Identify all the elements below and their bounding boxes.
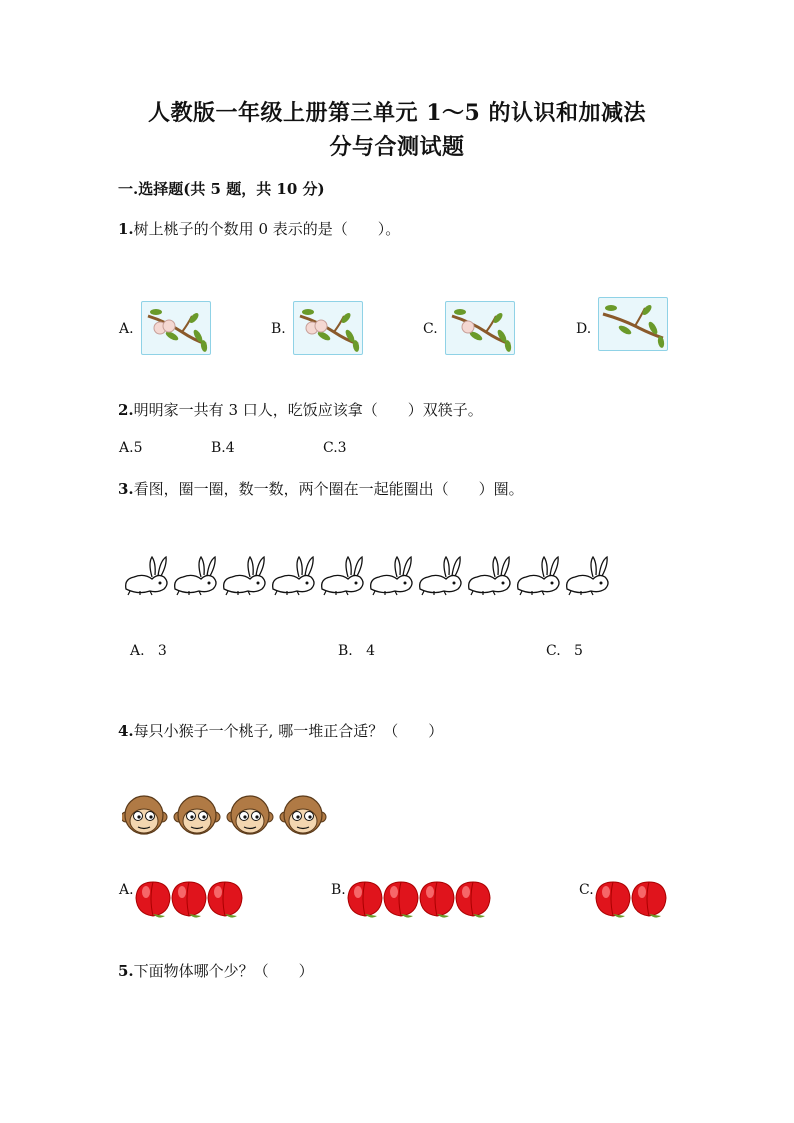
rabbit-icon <box>371 557 412 595</box>
section-heading: 一.选择题(共 5 题，共 10 分) <box>118 180 325 198</box>
q1-option-c-image[interactable] <box>445 301 515 355</box>
rabbit-icon <box>273 557 314 595</box>
question-number: 4. <box>118 722 134 740</box>
question-number: 1. <box>118 220 134 238</box>
q1-option-d-label[interactable]: D. <box>576 321 592 337</box>
page-title-line1: 人教版一年级上册第三单元 1～5 的认识和加减法 <box>148 100 646 126</box>
question-number: 3. <box>118 480 134 498</box>
page-title-line2: 分与合测试题 <box>329 134 465 160</box>
peach-icon <box>208 882 242 918</box>
q1-option-b-image[interactable] <box>293 301 363 355</box>
q2-option-b[interactable]: B.4 <box>211 440 235 456</box>
peach-icon <box>632 882 666 918</box>
q4-option-a-peaches[interactable] <box>135 878 255 918</box>
question-number: 2. <box>118 401 134 419</box>
q2-option-c[interactable]: C.3 <box>323 440 347 456</box>
peach-icon <box>384 882 418 918</box>
peach-icon <box>420 882 454 918</box>
question-2 <box>118 399 483 420</box>
rabbit-icon <box>469 557 510 595</box>
q3-option-b[interactable]: B. 4 <box>338 643 376 659</box>
q4-option-c-peaches[interactable] <box>595 878 675 918</box>
peach-icon <box>348 882 382 918</box>
rabbit-icon <box>322 557 363 595</box>
question-text: 看图，圈一圈，数一数，两个圈在一起能圈出（ ）圈。 <box>133 480 524 498</box>
monkey-icon <box>174 796 220 834</box>
q4-option-c-label[interactable]: C. <box>579 882 594 898</box>
q4-option-a-label[interactable]: A. <box>119 882 134 898</box>
monkey-icon <box>280 796 326 834</box>
q3-option-c[interactable]: C. 5 <box>546 643 583 659</box>
rabbit-icon <box>420 557 461 595</box>
peach-icon <box>596 882 630 918</box>
rabbit-icon <box>175 557 216 595</box>
question-text: 下面物体哪个少？（ ） <box>133 962 314 980</box>
q1-option-d-image[interactable] <box>598 297 668 351</box>
monkeys-illustration <box>122 792 342 838</box>
question-text: 树上桃子的个数用 0 表示的是（ ）。 <box>133 220 401 238</box>
q2-option-a[interactable]: A.5 <box>119 440 143 456</box>
q3-option-a[interactable]: A. 3 <box>130 643 167 659</box>
rabbits-illustration <box>122 555 622 599</box>
peach-icon <box>172 882 206 918</box>
rabbit-icon <box>518 557 559 595</box>
rabbit-icon <box>567 557 608 595</box>
question-text: 明明家一共有 3 口人，吃饭应该拿（ ）双筷子。 <box>133 401 483 419</box>
question-3 <box>118 478 524 499</box>
question-number: 5. <box>118 962 134 980</box>
question-4 <box>118 720 443 741</box>
question-5 <box>118 960 314 981</box>
q1-option-a-image[interactable] <box>141 301 211 355</box>
question-1 <box>118 218 400 239</box>
q1-option-a-label[interactable]: A. <box>119 321 134 337</box>
question-text: 每只小猴子一个桃子, 哪一堆正合适？（ ） <box>133 722 444 740</box>
monkey-icon <box>227 796 273 834</box>
rabbit-icon <box>126 557 167 595</box>
peach-icon <box>136 882 170 918</box>
q1-option-b-label[interactable]: B. <box>271 321 286 337</box>
q1-option-c-label[interactable]: C. <box>423 321 438 337</box>
q4-option-b-label[interactable]: B. <box>331 882 346 898</box>
q4-option-b-peaches[interactable] <box>347 878 497 918</box>
peach-icon <box>456 882 490 918</box>
rabbit-icon <box>224 557 265 595</box>
monkey-icon <box>122 796 167 834</box>
